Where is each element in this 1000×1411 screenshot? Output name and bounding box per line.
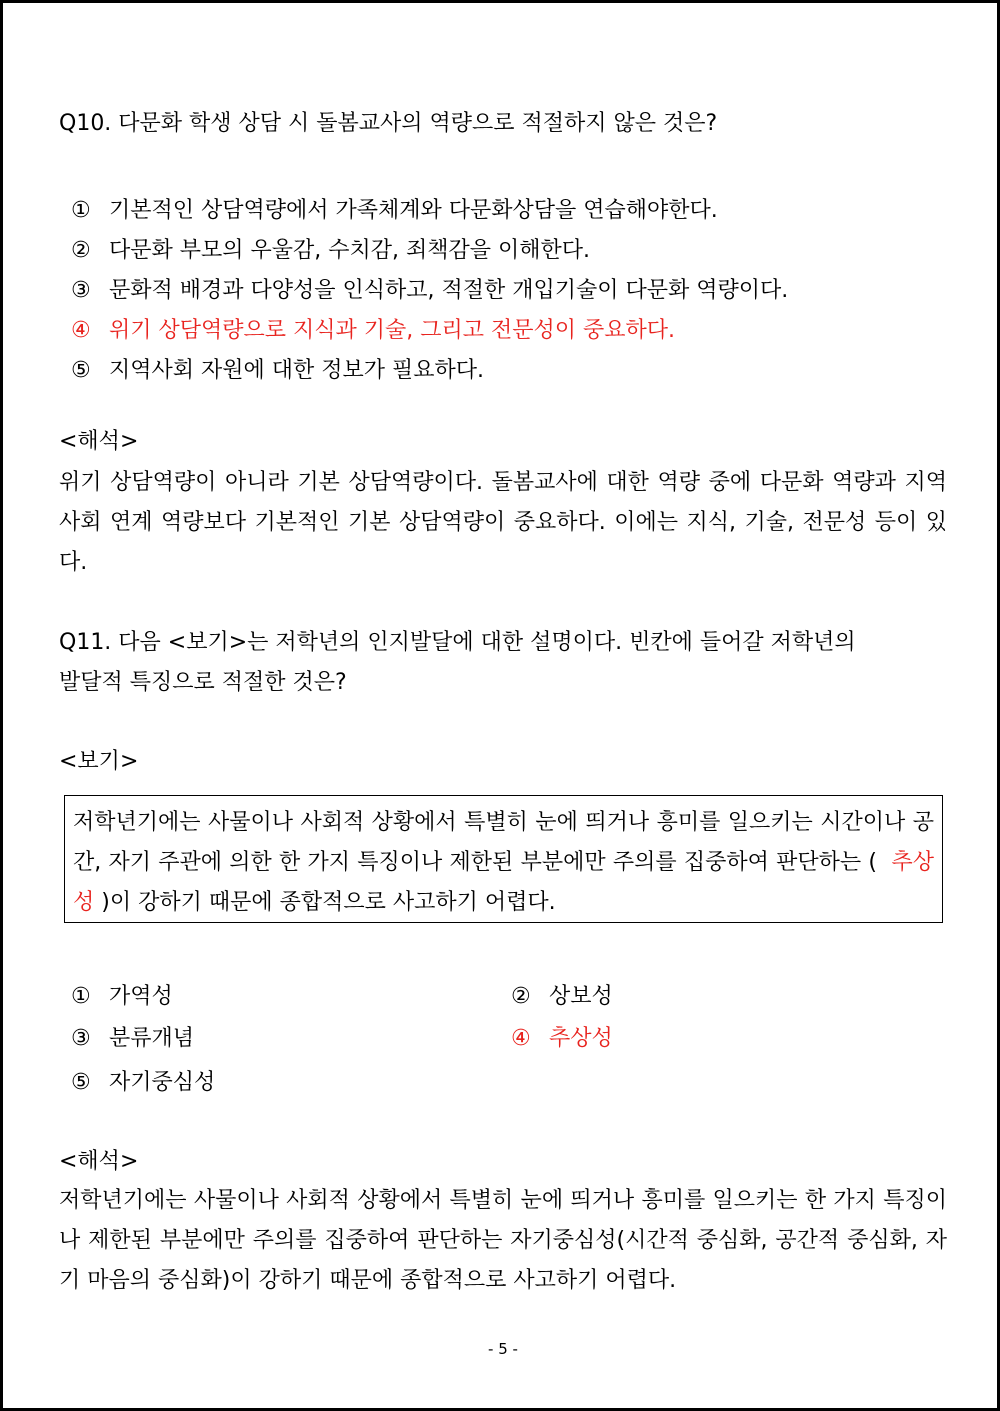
option-number: ③ <box>71 278 91 303</box>
option-number: ③ <box>71 1026 91 1051</box>
q10-option-2 <box>71 240 590 262</box>
q11-question-line1: Q11. 다음 <보기>는 저학년의 인지발달에 대한 설명이다. 빈칸에 들어갈 저학년의 <box>59 630 856 655</box>
q11-option-3 <box>71 1028 194 1050</box>
example-text: 저학년기에는 사물이나 사회적 상황에서 특별히 눈에 띄거나 흥미를 일으키는 시간이나 공간, 자기 주관에 의한 한 가지 특징이나 제한된 부분에만 주의를 집중하여 판단하는 ( <box>73 810 934 875</box>
option-number: ⑤ <box>71 358 91 383</box>
option-text: 추상성 <box>549 1026 613 1051</box>
option-number: ⑤ <box>71 1070 91 1095</box>
q11-option-5 <box>71 1072 215 1094</box>
q11-example-label: <보기> <box>59 749 139 774</box>
q10-option-1 <box>71 200 718 222</box>
option-number: ④ <box>71 318 91 343</box>
option-text: 기본적인 상담역량에서 가족체계와 다문화상담을 연습해야한다. <box>109 198 718 223</box>
q10-option-5 <box>71 360 484 382</box>
option-text: 문화적 배경과 다양성을 인식하고, 적절한 개입기술이 다문화 역량이다. <box>109 278 789 303</box>
q11-explanation: 저학년기에는 사물이나 사회적 상황에서 특별히 눈에 띄거나 흥미를 일으키는 한 가지 특징이나 제한된 부분에만 주의를 집중하여 판단하는 자기중심성(시간적 중심화, 공간적 중심화, 자기 마음의 중심화)이 강하기 때문에 종합적으로 사고하기 어렵다. <box>59 1188 947 1293</box>
q11-option-4-answer <box>511 1028 613 1050</box>
q10-option-4-answer <box>71 320 675 342</box>
q11-option-2 <box>511 986 613 1008</box>
q11-question-line2: 발달적 특징으로 적절한 것은? <box>59 670 347 695</box>
q10-option-3 <box>71 280 788 302</box>
option-number: ① <box>71 984 91 1009</box>
example-box <box>64 795 943 923</box>
option-text: 분류개념 <box>109 1026 195 1051</box>
option-text: 다문화 부모의 우울감, 수치감, 죄책감을 이해한다. <box>109 238 590 263</box>
page-number: - 5 - <box>488 1340 518 1358</box>
q10-question: Q10. 다문화 학생 상담 시 돌봄교사의 역량으로 적절하지 않은 것은? <box>59 111 718 136</box>
option-text: 지역사회 자원에 대한 정보가 필요하다. <box>109 358 484 383</box>
option-number: ④ <box>511 1026 531 1051</box>
q10-explanation: 위기 상담역량이 아니라 기본 상담역량이다. 돌봄교사에 대한 역량 중에 다문화 역량과 지역사회 연계 역량보다 기본적인 기본 상담역량이 중요하다. 이에는 지식, 기술, 전문성 등이 있다. <box>59 470 947 575</box>
option-text: 상보성 <box>549 984 613 1009</box>
option-number: ② <box>511 984 531 1009</box>
q11-explanation-label: <해석> <box>59 1149 139 1174</box>
example-text-end: )이 강하기 때문에 종합적으로 사고하기 어렵다. <box>101 890 556 915</box>
option-text: 위기 상담역량으로 지식과 기술, 그리고 전문성이 중요하다. <box>109 318 675 343</box>
option-number: ② <box>71 238 91 263</box>
example-answer: 추상성 <box>73 850 934 915</box>
q11-option-1 <box>71 986 173 1008</box>
q10-explanation-label: <해석> <box>59 429 139 454</box>
option-number: ① <box>71 198 91 223</box>
option-text: 가역성 <box>109 984 173 1009</box>
option-text: 자기중심성 <box>109 1070 216 1095</box>
